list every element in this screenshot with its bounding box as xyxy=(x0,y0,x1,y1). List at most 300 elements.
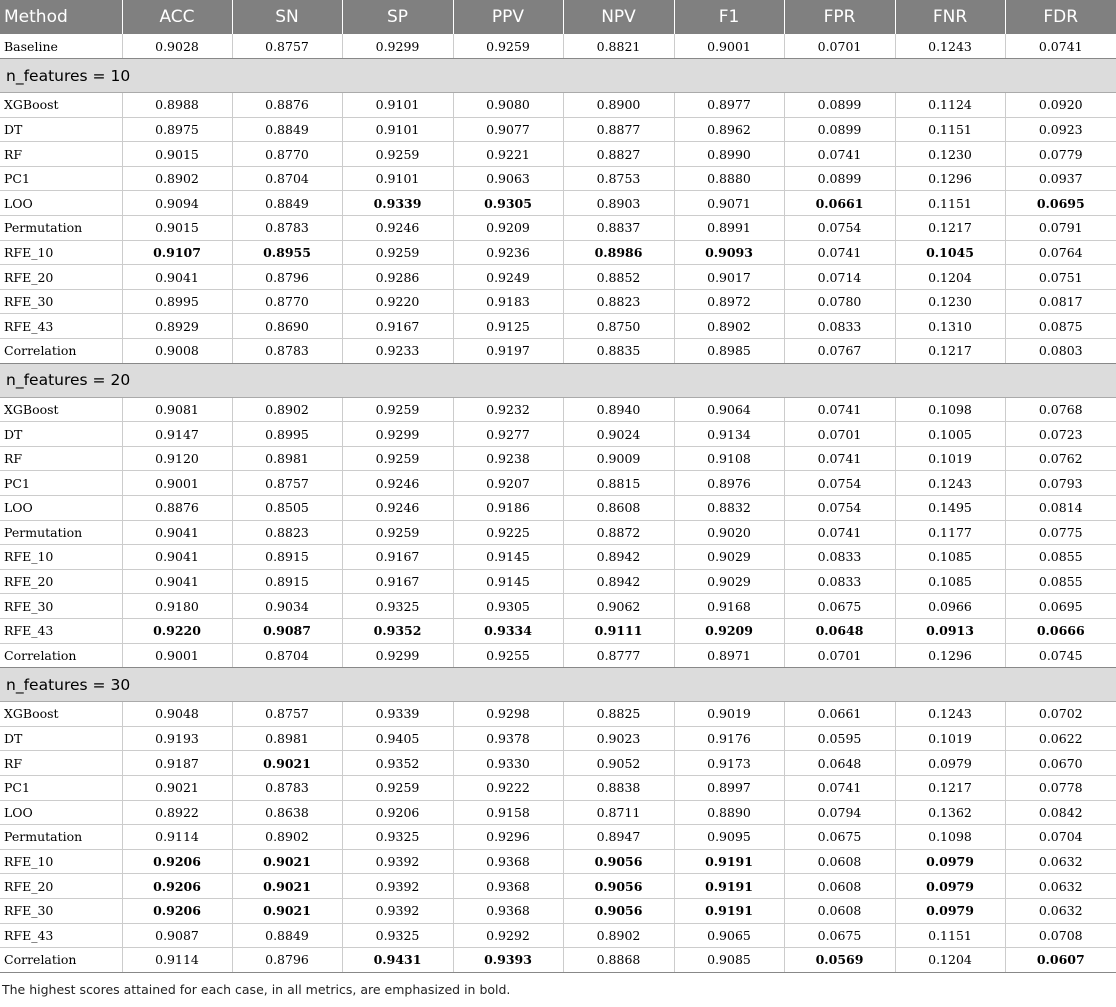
value-cell-ppv: 0.9393 xyxy=(453,948,563,973)
value-cell-fnr: 0.1151 xyxy=(895,923,1005,948)
value-cell-sp: 0.9259 xyxy=(342,520,453,545)
value-cell-ppv: 0.9209 xyxy=(453,216,563,241)
value-cell-f1: 0.9191 xyxy=(674,874,784,899)
value-cell-sp: 0.9339 xyxy=(342,702,453,727)
value-cell-fdr: 0.0791 xyxy=(1005,216,1116,241)
value-cell-ppv: 0.9232 xyxy=(453,397,563,422)
value-cell-fdr: 0.0855 xyxy=(1005,569,1116,594)
value-cell-ppv: 0.9277 xyxy=(453,422,563,447)
method-cell: RFE_10 xyxy=(0,849,122,874)
column-header-acc: ACC xyxy=(122,0,232,34)
value-cell-sn: 0.8757 xyxy=(232,471,342,496)
value-cell-f1: 0.9093 xyxy=(674,240,784,265)
column-header-method: Method xyxy=(0,0,122,34)
value-cell-fnr: 0.1204 xyxy=(895,265,1005,290)
table-row xyxy=(0,289,1116,314)
section-title: n_features = 10 xyxy=(0,59,1116,93)
value-cell-fpr: 0.0648 xyxy=(784,751,895,776)
value-cell-fnr: 0.1019 xyxy=(895,446,1005,471)
table-row xyxy=(0,117,1116,142)
value-cell-fnr: 0.0979 xyxy=(895,898,1005,923)
value-cell-sn: 0.8849 xyxy=(232,923,342,948)
value-cell-acc: 0.9114 xyxy=(122,948,232,973)
value-cell-fpr: 0.0741 xyxy=(784,446,895,471)
value-cell-acc: 0.9001 xyxy=(122,643,232,668)
value-cell-fpr: 0.0741 xyxy=(784,240,895,265)
table-row xyxy=(0,923,1116,948)
method-cell: DT xyxy=(0,117,122,142)
value-cell-ppv: 0.9330 xyxy=(453,751,563,776)
value-cell-sn: 0.9021 xyxy=(232,874,342,899)
value-cell-sp: 0.9246 xyxy=(342,471,453,496)
value-cell-sn: 0.8902 xyxy=(232,825,342,850)
value-cell-sp: 0.9206 xyxy=(342,800,453,825)
value-cell-ppv: 0.9077 xyxy=(453,117,563,142)
table-row xyxy=(0,849,1116,874)
table-row xyxy=(0,520,1116,545)
value-cell-npv: 0.9062 xyxy=(563,594,674,619)
value-cell-sn: 0.8704 xyxy=(232,166,342,191)
value-cell-fnr: 0.1243 xyxy=(895,471,1005,496)
value-cell-fnr: 0.0913 xyxy=(895,618,1005,643)
method-cell: RFE_43 xyxy=(0,923,122,948)
table-footnote: The highest scores attained for each case, in all metrics, are emphasized in bold. xyxy=(2,981,511,997)
column-header-fnr: FNR xyxy=(895,0,1005,34)
value-cell-sp: 0.9431 xyxy=(342,948,453,973)
method-cell: RFE_43 xyxy=(0,618,122,643)
column-header-fpr: FPR xyxy=(784,0,895,34)
table-row xyxy=(0,545,1116,570)
value-cell-ppv: 0.9080 xyxy=(453,93,563,118)
value-cell-sn: 0.8770 xyxy=(232,142,342,167)
table-row xyxy=(0,825,1116,850)
value-cell-sp: 0.9325 xyxy=(342,594,453,619)
section-row xyxy=(0,668,1116,702)
value-cell-ppv: 0.9225 xyxy=(453,520,563,545)
value-cell-fpr: 0.0741 xyxy=(784,775,895,800)
value-cell-sp: 0.9259 xyxy=(342,142,453,167)
value-cell-sn: 0.8638 xyxy=(232,800,342,825)
table-row xyxy=(0,496,1116,521)
value-cell-f1: 0.9085 xyxy=(674,948,784,973)
table-row xyxy=(0,166,1116,191)
method-cell: Permutation xyxy=(0,216,122,241)
value-cell-fdr: 0.0814 xyxy=(1005,496,1116,521)
value-cell-sp: 0.9352 xyxy=(342,751,453,776)
value-cell-acc: 0.9015 xyxy=(122,142,232,167)
value-cell-fnr: 0.1177 xyxy=(895,520,1005,545)
value-cell-sp: 0.9246 xyxy=(342,496,453,521)
value-cell-f1: 0.9020 xyxy=(674,520,784,545)
value-cell-fpr: 0.0661 xyxy=(784,702,895,727)
value-cell-fnr: 0.1230 xyxy=(895,289,1005,314)
value-cell-acc: 0.9107 xyxy=(122,240,232,265)
value-cell-fdr: 0.0817 xyxy=(1005,289,1116,314)
value-cell-fnr: 0.0966 xyxy=(895,594,1005,619)
value-cell-fpr: 0.0701 xyxy=(784,34,895,59)
value-cell-fpr: 0.0675 xyxy=(784,825,895,850)
method-cell: RF xyxy=(0,446,122,471)
value-cell-npv: 0.8868 xyxy=(563,948,674,973)
value-cell-npv: 0.8821 xyxy=(563,34,674,59)
value-cell-fnr: 0.0979 xyxy=(895,874,1005,899)
value-cell-f1: 0.9001 xyxy=(674,34,784,59)
value-cell-fdr: 0.0920 xyxy=(1005,93,1116,118)
value-cell-npv: 0.8942 xyxy=(563,545,674,570)
value-cell-f1: 0.9071 xyxy=(674,191,784,216)
section-row xyxy=(0,363,1116,397)
method-cell: RFE_30 xyxy=(0,594,122,619)
value-cell-fdr: 0.0702 xyxy=(1005,702,1116,727)
value-cell-fnr: 0.1005 xyxy=(895,422,1005,447)
value-cell-ppv: 0.9221 xyxy=(453,142,563,167)
value-cell-sn: 0.9021 xyxy=(232,751,342,776)
value-cell-fnr: 0.0979 xyxy=(895,849,1005,874)
value-cell-fnr: 0.1085 xyxy=(895,569,1005,594)
value-cell-f1: 0.9019 xyxy=(674,702,784,727)
value-cell-ppv: 0.9125 xyxy=(453,314,563,339)
value-cell-f1: 0.8977 xyxy=(674,93,784,118)
value-cell-sp: 0.9325 xyxy=(342,825,453,850)
value-cell-npv: 0.8711 xyxy=(563,800,674,825)
value-cell-sn: 0.8995 xyxy=(232,422,342,447)
value-cell-acc: 0.9001 xyxy=(122,471,232,496)
value-cell-fnr: 0.1019 xyxy=(895,726,1005,751)
value-cell-npv: 0.8750 xyxy=(563,314,674,339)
value-cell-acc: 0.9120 xyxy=(122,446,232,471)
value-cell-npv: 0.8900 xyxy=(563,93,674,118)
value-cell-ppv: 0.9145 xyxy=(453,569,563,594)
value-cell-sn: 0.9021 xyxy=(232,898,342,923)
table-row xyxy=(0,594,1116,619)
value-cell-fpr: 0.0794 xyxy=(784,800,895,825)
value-cell-sn: 0.8783 xyxy=(232,216,342,241)
value-cell-sp: 0.9259 xyxy=(342,775,453,800)
value-cell-ppv: 0.9238 xyxy=(453,446,563,471)
section-row xyxy=(0,59,1116,93)
method-cell: LOO xyxy=(0,800,122,825)
value-cell-ppv: 0.9158 xyxy=(453,800,563,825)
value-cell-fpr: 0.0741 xyxy=(784,520,895,545)
value-cell-sp: 0.9246 xyxy=(342,216,453,241)
method-cell: XGBoost xyxy=(0,702,122,727)
method-cell: RF xyxy=(0,142,122,167)
table-row xyxy=(0,93,1116,118)
value-cell-sp: 0.9392 xyxy=(342,849,453,874)
value-cell-acc: 0.9220 xyxy=(122,618,232,643)
value-cell-npv: 0.9056 xyxy=(563,849,674,874)
value-cell-ppv: 0.9236 xyxy=(453,240,563,265)
value-cell-fnr: 0.1243 xyxy=(895,702,1005,727)
value-cell-fpr: 0.0899 xyxy=(784,166,895,191)
value-cell-fpr: 0.0675 xyxy=(784,923,895,948)
value-cell-sn: 0.8915 xyxy=(232,569,342,594)
table-row xyxy=(0,643,1116,668)
table-row xyxy=(0,191,1116,216)
table-row xyxy=(0,775,1116,800)
value-cell-acc: 0.9114 xyxy=(122,825,232,850)
value-cell-npv: 0.8753 xyxy=(563,166,674,191)
value-cell-sp: 0.9259 xyxy=(342,397,453,422)
table-row xyxy=(0,216,1116,241)
method-cell: RFE_10 xyxy=(0,545,122,570)
value-cell-fpr: 0.0754 xyxy=(784,471,895,496)
method-cell: Correlation xyxy=(0,948,122,973)
value-cell-sn: 0.9034 xyxy=(232,594,342,619)
value-cell-acc: 0.9193 xyxy=(122,726,232,751)
value-cell-f1: 0.9029 xyxy=(674,545,784,570)
table-row xyxy=(0,240,1116,265)
value-cell-npv: 0.9111 xyxy=(563,618,674,643)
value-cell-f1: 0.8890 xyxy=(674,800,784,825)
header-row xyxy=(0,0,1116,34)
value-cell-ppv: 0.9197 xyxy=(453,339,563,364)
value-cell-npv: 0.8877 xyxy=(563,117,674,142)
value-cell-npv: 0.8837 xyxy=(563,216,674,241)
value-cell-ppv: 0.9296 xyxy=(453,825,563,850)
value-cell-npv: 0.9023 xyxy=(563,726,674,751)
value-cell-f1: 0.9191 xyxy=(674,898,784,923)
method-cell: RFE_20 xyxy=(0,874,122,899)
value-cell-ppv: 0.9255 xyxy=(453,643,563,668)
value-cell-fnr: 0.1243 xyxy=(895,34,1005,59)
value-cell-sp: 0.9259 xyxy=(342,446,453,471)
value-cell-fpr: 0.0608 xyxy=(784,849,895,874)
value-cell-fnr: 0.1296 xyxy=(895,166,1005,191)
value-cell-ppv: 0.9249 xyxy=(453,265,563,290)
value-cell-ppv: 0.9298 xyxy=(453,702,563,727)
table-row xyxy=(0,471,1116,496)
value-cell-ppv: 0.9305 xyxy=(453,191,563,216)
value-cell-acc: 0.9048 xyxy=(122,702,232,727)
method-cell: XGBoost xyxy=(0,397,122,422)
table-row xyxy=(0,948,1116,973)
value-cell-npv: 0.8835 xyxy=(563,339,674,364)
table-row xyxy=(0,422,1116,447)
table-body xyxy=(0,34,1116,972)
value-cell-fpr: 0.0767 xyxy=(784,339,895,364)
value-cell-sn: 0.8902 xyxy=(232,397,342,422)
value-cell-fpr: 0.0714 xyxy=(784,265,895,290)
value-cell-fpr: 0.0661 xyxy=(784,191,895,216)
value-cell-acc: 0.9081 xyxy=(122,397,232,422)
method-cell: RFE_43 xyxy=(0,314,122,339)
value-cell-sn: 0.8955 xyxy=(232,240,342,265)
table-row xyxy=(0,446,1116,471)
value-cell-fdr: 0.0778 xyxy=(1005,775,1116,800)
value-cell-ppv: 0.9183 xyxy=(453,289,563,314)
value-cell-acc: 0.9206 xyxy=(122,874,232,899)
value-cell-sp: 0.9405 xyxy=(342,726,453,751)
value-cell-fdr: 0.0632 xyxy=(1005,849,1116,874)
value-cell-f1: 0.8985 xyxy=(674,339,784,364)
value-cell-npv: 0.8872 xyxy=(563,520,674,545)
table-row xyxy=(0,34,1116,59)
method-cell: Correlation xyxy=(0,643,122,668)
value-cell-fnr: 0.1362 xyxy=(895,800,1005,825)
value-cell-fpr: 0.0833 xyxy=(784,314,895,339)
column-header-f1: F1 xyxy=(674,0,784,34)
value-cell-fnr: 0.1495 xyxy=(895,496,1005,521)
value-cell-fnr: 0.1217 xyxy=(895,775,1005,800)
value-cell-acc: 0.9041 xyxy=(122,545,232,570)
value-cell-fdr: 0.0695 xyxy=(1005,191,1116,216)
value-cell-fdr: 0.0704 xyxy=(1005,825,1116,850)
method-cell: Permutation xyxy=(0,825,122,850)
value-cell-sp: 0.9233 xyxy=(342,339,453,364)
value-cell-fpr: 0.0595 xyxy=(784,726,895,751)
column-header-npv: NPV xyxy=(563,0,674,34)
value-cell-fdr: 0.0695 xyxy=(1005,594,1116,619)
value-cell-fnr: 0.1310 xyxy=(895,314,1005,339)
method-cell: DT xyxy=(0,726,122,751)
value-cell-fdr: 0.0762 xyxy=(1005,446,1116,471)
value-cell-fdr: 0.0723 xyxy=(1005,422,1116,447)
value-cell-sp: 0.9392 xyxy=(342,898,453,923)
method-cell: RFE_10 xyxy=(0,240,122,265)
column-header-sn: SN xyxy=(232,0,342,34)
value-cell-acc: 0.9041 xyxy=(122,520,232,545)
method-cell: RFE_20 xyxy=(0,265,122,290)
value-cell-fpr: 0.0608 xyxy=(784,898,895,923)
value-cell-acc: 0.8988 xyxy=(122,93,232,118)
value-cell-npv: 0.8940 xyxy=(563,397,674,422)
value-cell-npv: 0.8852 xyxy=(563,265,674,290)
value-cell-npv: 0.8903 xyxy=(563,191,674,216)
value-cell-sp: 0.9101 xyxy=(342,117,453,142)
value-cell-f1: 0.9191 xyxy=(674,849,784,874)
value-cell-fpr: 0.0899 xyxy=(784,117,895,142)
value-cell-sp: 0.9101 xyxy=(342,166,453,191)
value-cell-sn: 0.8796 xyxy=(232,265,342,290)
method-cell: RFE_20 xyxy=(0,569,122,594)
value-cell-ppv: 0.9063 xyxy=(453,166,563,191)
value-cell-sn: 0.8981 xyxy=(232,446,342,471)
value-cell-fpr: 0.0780 xyxy=(784,289,895,314)
value-cell-fdr: 0.0607 xyxy=(1005,948,1116,973)
value-cell-f1: 0.8991 xyxy=(674,216,784,241)
value-cell-fdr: 0.0937 xyxy=(1005,166,1116,191)
value-cell-sn: 0.8849 xyxy=(232,191,342,216)
table-row xyxy=(0,898,1116,923)
value-cell-acc: 0.9206 xyxy=(122,849,232,874)
value-cell-sp: 0.9339 xyxy=(342,191,453,216)
method-cell: RFE_30 xyxy=(0,898,122,923)
value-cell-fdr: 0.0793 xyxy=(1005,471,1116,496)
table-row xyxy=(0,874,1116,899)
value-cell-sn: 0.8981 xyxy=(232,726,342,751)
value-cell-f1: 0.8971 xyxy=(674,643,784,668)
value-cell-npv: 0.9009 xyxy=(563,446,674,471)
value-cell-acc: 0.9028 xyxy=(122,34,232,59)
method-cell: XGBoost xyxy=(0,93,122,118)
value-cell-fpr: 0.0754 xyxy=(784,496,895,521)
value-cell-acc: 0.8876 xyxy=(122,496,232,521)
value-cell-fnr: 0.1124 xyxy=(895,93,1005,118)
value-cell-fdr: 0.0666 xyxy=(1005,618,1116,643)
value-cell-sp: 0.9101 xyxy=(342,93,453,118)
value-cell-sn: 0.8915 xyxy=(232,545,342,570)
value-cell-ppv: 0.9222 xyxy=(453,775,563,800)
column-header-ppv: PPV xyxy=(453,0,563,34)
value-cell-sp: 0.9352 xyxy=(342,618,453,643)
value-cell-acc: 0.9015 xyxy=(122,216,232,241)
value-cell-fpr: 0.0569 xyxy=(784,948,895,973)
value-cell-sp: 0.9392 xyxy=(342,874,453,899)
value-cell-fnr: 0.1098 xyxy=(895,397,1005,422)
value-cell-npv: 0.8838 xyxy=(563,775,674,800)
value-cell-fnr: 0.1230 xyxy=(895,142,1005,167)
value-cell-ppv: 0.9334 xyxy=(453,618,563,643)
value-cell-f1: 0.8997 xyxy=(674,775,784,800)
value-cell-npv: 0.8815 xyxy=(563,471,674,496)
value-cell-sn: 0.8690 xyxy=(232,314,342,339)
value-cell-npv: 0.9056 xyxy=(563,898,674,923)
value-cell-npv: 0.9024 xyxy=(563,422,674,447)
value-cell-sn: 0.8770 xyxy=(232,289,342,314)
column-header-fdr: FDR xyxy=(1005,0,1116,34)
value-cell-fdr: 0.0751 xyxy=(1005,265,1116,290)
value-cell-npv: 0.8777 xyxy=(563,643,674,668)
value-cell-f1: 0.9134 xyxy=(674,422,784,447)
value-cell-acc: 0.9087 xyxy=(122,923,232,948)
value-cell-fdr: 0.0708 xyxy=(1005,923,1116,948)
value-cell-fnr: 0.1151 xyxy=(895,117,1005,142)
table-row xyxy=(0,265,1116,290)
value-cell-acc: 0.8929 xyxy=(122,314,232,339)
value-cell-ppv: 0.9207 xyxy=(453,471,563,496)
value-cell-npv: 0.8825 xyxy=(563,702,674,727)
value-cell-sp: 0.9167 xyxy=(342,569,453,594)
value-cell-f1: 0.8990 xyxy=(674,142,784,167)
table-row xyxy=(0,397,1116,422)
value-cell-ppv: 0.9305 xyxy=(453,594,563,619)
value-cell-sn: 0.8796 xyxy=(232,948,342,973)
value-cell-acc: 0.8975 xyxy=(122,117,232,142)
value-cell-fpr: 0.0648 xyxy=(784,618,895,643)
value-cell-fpr: 0.0754 xyxy=(784,216,895,241)
value-cell-fpr: 0.0741 xyxy=(784,397,895,422)
value-cell-acc: 0.8902 xyxy=(122,166,232,191)
value-cell-sn: 0.8849 xyxy=(232,117,342,142)
value-cell-fnr: 0.1217 xyxy=(895,339,1005,364)
value-cell-acc: 0.9041 xyxy=(122,265,232,290)
value-cell-acc: 0.9008 xyxy=(122,339,232,364)
method-cell: Correlation xyxy=(0,339,122,364)
value-cell-fdr: 0.0842 xyxy=(1005,800,1116,825)
value-cell-f1: 0.8832 xyxy=(674,496,784,521)
value-cell-f1: 0.9108 xyxy=(674,446,784,471)
value-cell-sn: 0.8823 xyxy=(232,520,342,545)
value-cell-fnr: 0.1085 xyxy=(895,545,1005,570)
value-cell-acc: 0.9180 xyxy=(122,594,232,619)
value-cell-sp: 0.9220 xyxy=(342,289,453,314)
value-cell-f1: 0.9209 xyxy=(674,618,784,643)
value-cell-f1: 0.9168 xyxy=(674,594,784,619)
table-row xyxy=(0,751,1116,776)
value-cell-fnr: 0.1098 xyxy=(895,825,1005,850)
value-cell-f1: 0.8976 xyxy=(674,471,784,496)
value-cell-acc: 0.8995 xyxy=(122,289,232,314)
value-cell-fdr: 0.0779 xyxy=(1005,142,1116,167)
value-cell-fdr: 0.0622 xyxy=(1005,726,1116,751)
value-cell-ppv: 0.9368 xyxy=(453,849,563,874)
value-cell-npv: 0.9052 xyxy=(563,751,674,776)
value-cell-acc: 0.9206 xyxy=(122,898,232,923)
value-cell-fnr: 0.1296 xyxy=(895,643,1005,668)
value-cell-sn: 0.9021 xyxy=(232,849,342,874)
value-cell-f1: 0.9095 xyxy=(674,825,784,850)
